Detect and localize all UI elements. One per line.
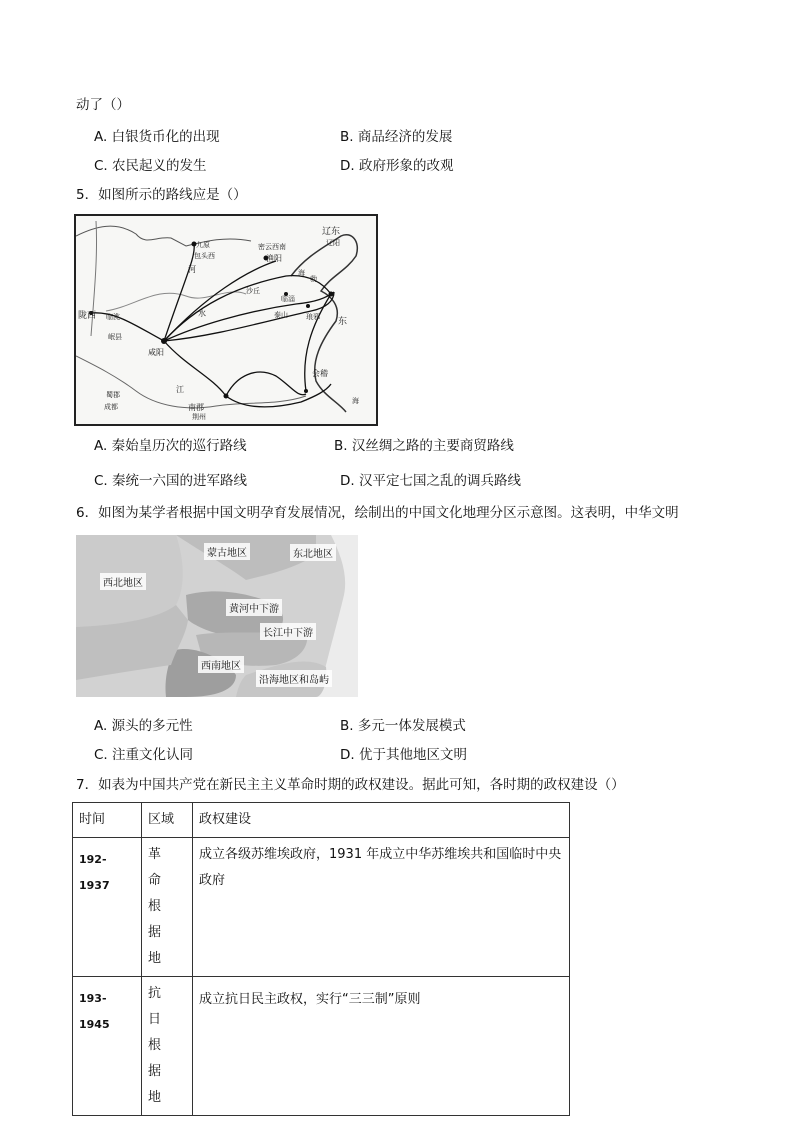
region-yanhai: 沿海地区和岛屿 — [256, 670, 332, 687]
map-label-liaoyang: 辽阳 — [326, 239, 340, 247]
q5-option-c: C. 秦统一六国的进军路线 — [94, 473, 248, 489]
row-area: 革命根据地 — [142, 838, 193, 977]
row-time: 193-1945 — [73, 977, 142, 1116]
header-time: 时间 — [73, 803, 142, 838]
map-label-longxi: 陇西 — [78, 311, 97, 321]
map-label-bo: 勃 — [310, 275, 317, 283]
q6-stem: 6．如图为某学者根据中国文明孕育发展情况，绘制出的中国文化地理分区示意图。这表明，中华文明 — [76, 505, 679, 521]
map-label-shui: 水 — [198, 309, 206, 318]
q5-option-a: A. 秦始皇历次的巡行路线 — [94, 438, 247, 454]
map-label-liaodong: 辽东 — [322, 227, 341, 237]
q7-stem: 7．如表为中国共产党在新民主主义革命时期的政权建设。据此可知，各时期的政权建设（） — [76, 777, 625, 793]
row-content: 成立各级苏维埃政府，1931 年成立中华苏维埃共和国临时中央政府 — [193, 838, 570, 977]
q6-option-a: A. 源头的多元性 — [94, 718, 193, 734]
q4-option-d: D. 政府形象的改观 — [340, 158, 454, 174]
map-label-taishan: 泰山 — [274, 311, 288, 319]
row-area: 抗日根据地 — [142, 977, 193, 1116]
route-map-figure — [74, 214, 378, 426]
map-label-dong: 东 — [338, 317, 348, 327]
map-label-linzi: 临淄 — [281, 295, 295, 303]
header-area: 区域 — [142, 803, 193, 838]
q4-option-a: A. 白银货币化的出现 — [94, 129, 220, 145]
map-label-chengdu: 成都 — [104, 403, 118, 411]
region-changjiang: 长江中下游 — [260, 623, 316, 640]
row-content: 成立抗日民主政权，实行“三三制”原则 — [193, 977, 570, 1116]
map-label-baotouxi: 包头西 — [194, 252, 215, 260]
region-dongbei: 东北地区 — [290, 544, 336, 561]
map-label-shaqiu: 沙丘 — [246, 287, 260, 295]
map-label-jingzhou: 荆州 — [192, 413, 206, 421]
row-time: 192-1937 — [73, 838, 142, 977]
map-label-he: 河 — [188, 265, 196, 274]
q4-option-b: B. 商品经济的发展 — [340, 129, 453, 145]
map-label-yuyang: 渔阳 — [266, 254, 282, 263]
region-menggu: 蒙古地区 — [204, 543, 250, 560]
regime-table — [72, 802, 570, 1116]
culture-region-map — [76, 535, 358, 697]
table-row — [73, 977, 570, 1116]
map-label-xianyang: 咸阳 — [148, 348, 164, 357]
map-label-shu: 蜀郡 — [106, 391, 120, 399]
map-label-hai1: 海 — [298, 269, 305, 277]
map-label-minxian: 岷县 — [108, 333, 122, 341]
q5-option-d: D. 汉平定七国之乱的调兵路线 — [340, 473, 521, 489]
map-label-jiuyuan: 九原 — [196, 241, 210, 249]
region-xibei: 西北地区 — [100, 573, 146, 590]
map-label-miyun: 密云西南 — [258, 243, 286, 251]
q6-option-b: B. 多元一体发展模式 — [340, 718, 466, 734]
map-label-jiang: 江 — [176, 385, 184, 394]
map-label-langye: 琅邪 — [306, 313, 320, 321]
header-content: 政权建设 — [193, 803, 570, 838]
map-label-hai2: 海 — [352, 397, 359, 405]
q5-option-b: B. 汉丝绸之路的主要商贸路线 — [334, 438, 514, 454]
q6-option-d: D. 优于其他地区文明 — [340, 747, 467, 763]
region-xinan: 西南地区 — [198, 656, 244, 673]
map-label-kuaiji: 会稽 — [312, 369, 328, 378]
region-huanghe: 黄河中下游 — [226, 599, 282, 616]
q5-stem: 5．如图所示的路线应是（） — [76, 187, 247, 203]
map-label-lintao: 临洮 — [106, 313, 120, 321]
table-row — [73, 838, 570, 977]
table-header-row — [73, 803, 570, 838]
map-label-nanjun: 南郡 — [188, 403, 204, 412]
q4-option-c: C. 农民起义的发生 — [94, 158, 207, 174]
q6-option-c: C. 注重文化认同 — [94, 747, 194, 763]
q4-stem-tail: 动了（） — [76, 97, 130, 113]
